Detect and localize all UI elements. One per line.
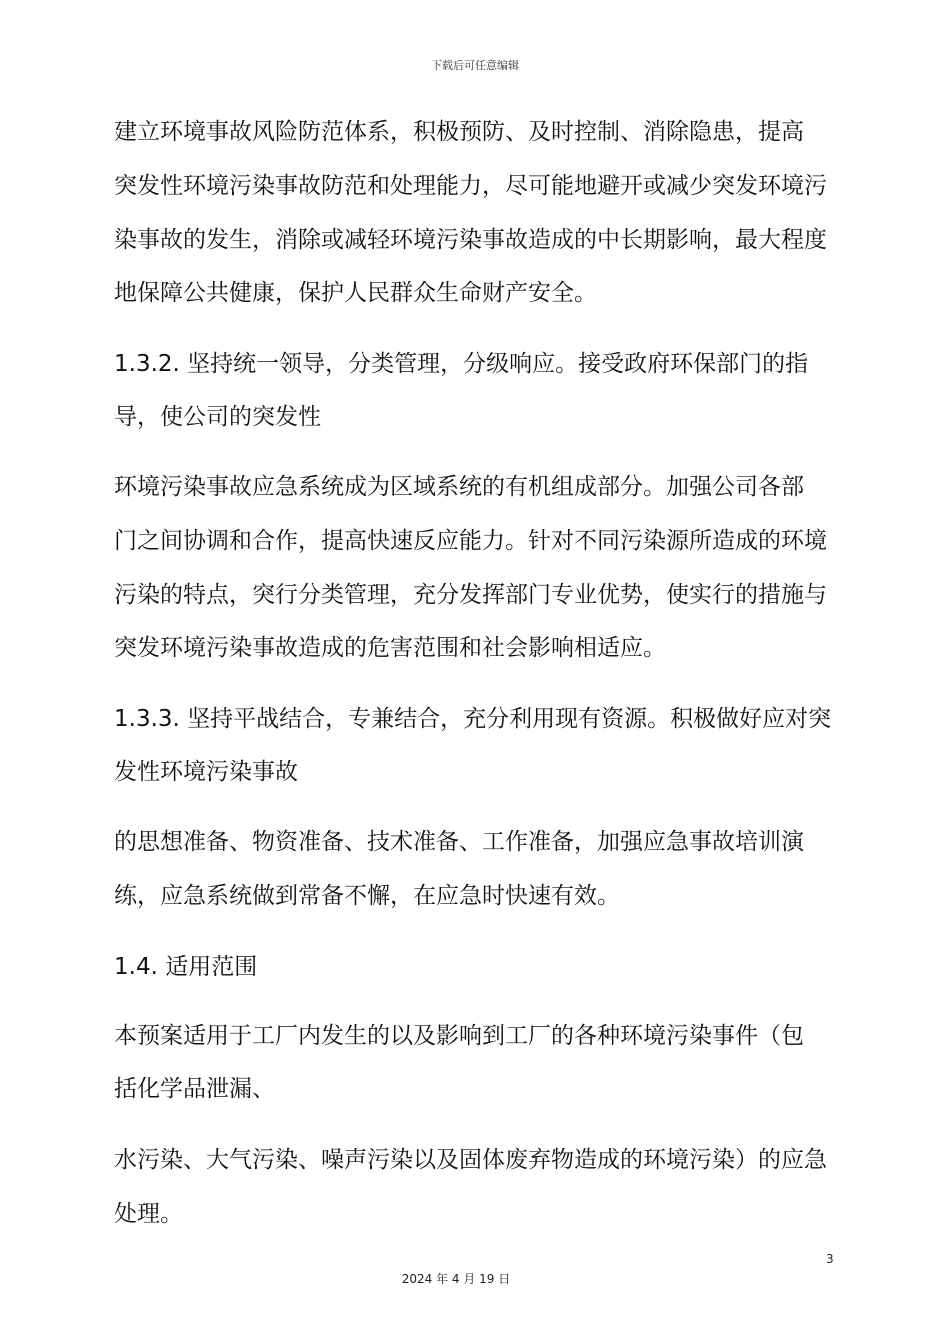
paragraph-line: 的思想准备、物资准备、技术准备、工作准备，加强应急事故培训演 <box>114 829 804 855</box>
page-number: 3 <box>826 1252 834 1266</box>
paragraph-line: 本预案适用于工厂内发生的以及影响到工厂的各种环境污染事件（包 <box>114 1023 804 1049</box>
paragraph-line: 门之间协调和合作，提高快速反应能力。针对不同污染源所造成的环境 <box>114 528 827 554</box>
footer-date: 2024 年 4 月 19 日 <box>401 1272 511 1286</box>
paragraph-line: 环境污染事故应急系统成为区域系统的有机组成部分。加强公司各部 <box>114 474 804 500</box>
paragraph-line: 导，使公司的突发性 <box>114 404 321 430</box>
paragraph-line: 建立环境事故风险防范体系，积极预防、及时控制、消除隐患，提高 <box>114 119 804 145</box>
paragraph-line: 发性环境污染事故 <box>114 759 298 785</box>
paragraph-line: 练，应急系统做到常备不懈，在应急时快速有效。 <box>114 883 620 909</box>
paragraph-line: 水污染、大气污染、噪声污染以及固体废弃物造成的环境污染）的应急 <box>114 1147 827 1173</box>
paragraph-line: 突发环境污染事故造成的危害范围和社会影响相适应。 <box>114 635 666 661</box>
paragraph-line: 地保障公共健康，保护人民群众生命财产安全。 <box>114 280 597 306</box>
paragraph-line: 污染的特点，突行分类管理，充分发挥部门专业优势，使实行的措施与 <box>114 582 827 608</box>
section-heading-line: 1.3.3. 坚持平战结合，专兼结合，充分利用现有资源。积极做好应对突 <box>114 706 832 732</box>
section-heading-line: 1.4. 适用范围 <box>114 954 258 980</box>
paragraph-line: 染事故的发生，消除或减轻环境污染事故造成的中长期影响，最大程度 <box>114 227 827 253</box>
section-heading-line: 1.3.2. 坚持统一领导，分类管理，分级响应。接受政府环保部门的指 <box>114 351 809 377</box>
paragraph-line: 括化学品泄漏、 <box>114 1076 275 1102</box>
page-header: 下载后可任意编辑 <box>431 59 519 72</box>
paragraph-line: 突发性环境污染事故防范和处理能力，尽可能地避开或减少突发环境污 <box>114 173 827 199</box>
paragraph-line: 处理。 <box>114 1201 183 1227</box>
